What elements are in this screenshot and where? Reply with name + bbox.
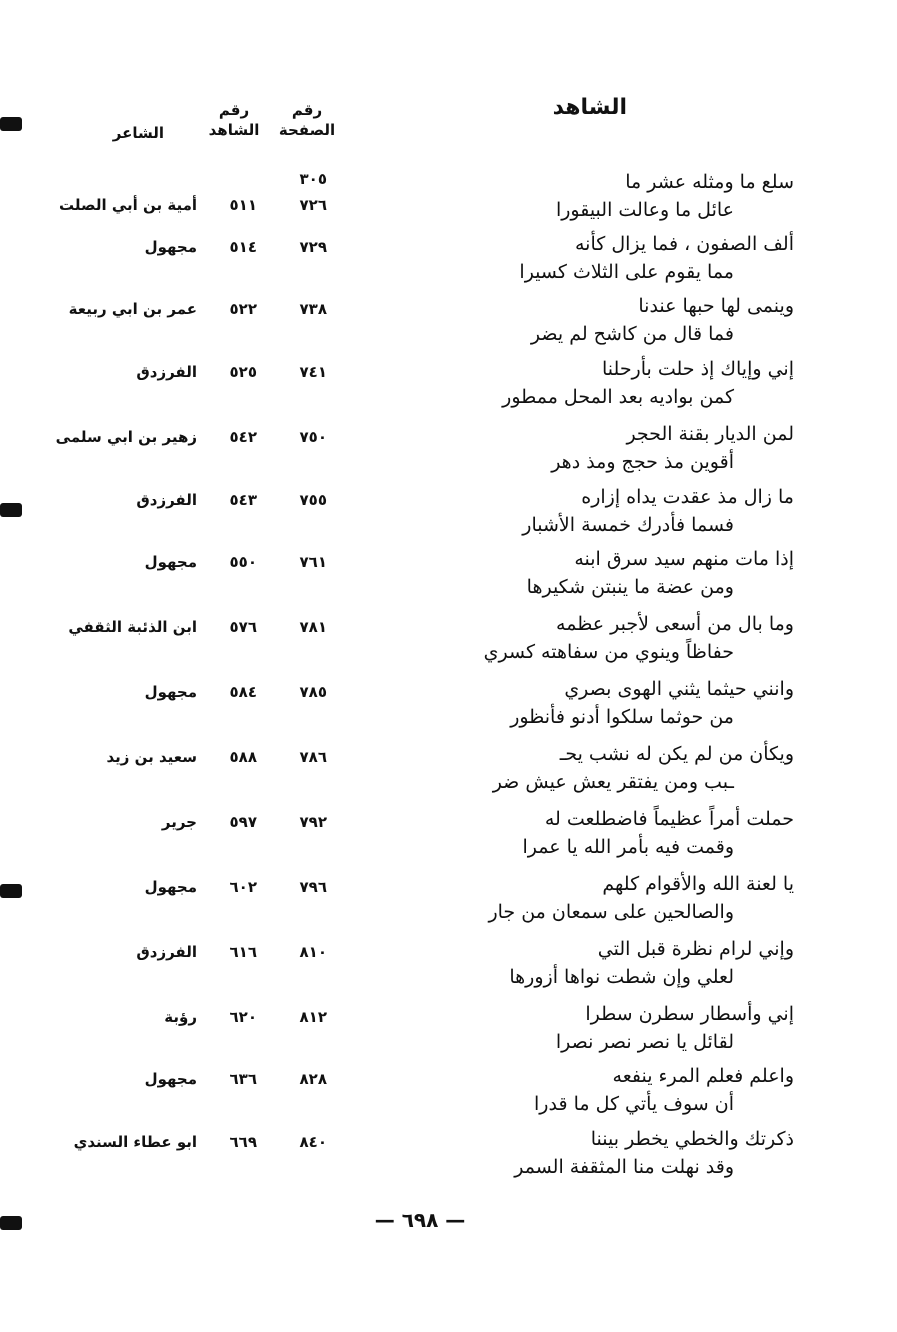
header-shahid-line2: الشاهد bbox=[208, 121, 260, 139]
page-ref: ٧٥٥ bbox=[299, 491, 327, 509]
page-ref: ٧٤١ bbox=[299, 363, 327, 381]
verse-line-2: فسما فأدرك خمسة الأشبار bbox=[522, 514, 734, 536]
verse-line-1: ألف الصفون ، فما يزال كأنه bbox=[574, 233, 794, 255]
verse-line-1: إني وإياك إذ حلت بأرحلنا bbox=[602, 358, 794, 380]
page-ref: ٨٢٨ bbox=[299, 1070, 327, 1088]
page-ref: ٧٦١ bbox=[299, 553, 327, 571]
shahid-number: ٥٢٥ bbox=[229, 363, 257, 381]
poet-name: مجهول bbox=[144, 1070, 197, 1088]
shahid-number: ٦٦٩ bbox=[229, 1133, 257, 1151]
verse bbox=[354, 1125, 794, 1181]
verse bbox=[354, 545, 794, 601]
page-ref: ٧٣٨ bbox=[299, 300, 327, 318]
verse-line-1: وينمى لها حبها عندنا bbox=[638, 295, 794, 317]
verse-line-1: حملت أمراً عظيماً فاضطلعت له bbox=[544, 808, 794, 830]
poet-name: الفرزدق bbox=[136, 363, 197, 381]
verse-line-2: فما قال من كاشح لم يضر bbox=[530, 323, 734, 345]
poet-name: مجهول bbox=[144, 553, 197, 571]
header-shahid-column bbox=[199, 100, 269, 140]
verse-line-1: يا لعنة الله والأقوام كلهم bbox=[602, 873, 794, 895]
shahid-number: ٥٥٠ bbox=[229, 553, 257, 571]
verse-line-1: سلع ما ومثله عشر ما bbox=[625, 171, 794, 193]
scan-margin-mark bbox=[0, 1216, 22, 1230]
verse-line-2: أقوين مذ حجج ومذ دهر bbox=[551, 451, 734, 473]
verse bbox=[354, 675, 794, 731]
shahid-number: ٥١١ bbox=[229, 196, 257, 214]
page-ref: ٧٨١ bbox=[299, 618, 327, 636]
verse-line-2: كمن بواديه بعد المحل ممطور bbox=[502, 386, 734, 408]
poet-name: مجهول bbox=[144, 878, 197, 896]
poet-name: رؤبة bbox=[164, 1008, 197, 1026]
header-poet-column: الشاعر bbox=[112, 124, 164, 142]
page-ref: ٧٨٥ bbox=[299, 683, 327, 701]
verse-line-1: واعلم فعلم المرء ينفعه bbox=[612, 1065, 794, 1087]
shahid-number: ٦٢٠ bbox=[229, 1008, 257, 1026]
poet-name: جرير bbox=[161, 813, 197, 831]
poet-name: أمية بن أبي الصلت bbox=[59, 196, 197, 214]
verse bbox=[354, 1062, 794, 1118]
header-shahid-line1: رقم bbox=[218, 101, 250, 119]
poet-name: الفرزدق bbox=[136, 491, 197, 509]
shahid-number: ٦١٦ bbox=[229, 943, 257, 961]
verse-line-1: ويكأن من لم يكن له نشب يحـ bbox=[559, 743, 794, 765]
poet-name: زهير بن ابي سلمى bbox=[55, 428, 197, 446]
verse bbox=[354, 483, 794, 539]
verse-line-1: ما زال مذ عقدت يداه إزاره bbox=[581, 486, 794, 508]
header-title: الشاهد bbox=[552, 95, 627, 120]
shahid-number: ٥٤٣ bbox=[229, 491, 257, 509]
verse-line-2: مما يقوم على الثلاث كسيرا bbox=[519, 261, 734, 283]
verse-line-1: لمن الديار بقنة الحجر bbox=[626, 423, 794, 445]
page-ref: ٧٩٦ bbox=[299, 878, 327, 896]
poet-name: ابن الذئبة الثقفي bbox=[68, 618, 197, 636]
poet-name: مجهول bbox=[144, 238, 197, 256]
verse-line-2: وقد نهلت منا المثقفة السمر bbox=[514, 1156, 734, 1178]
scan-margin-mark bbox=[0, 884, 22, 898]
verse bbox=[354, 168, 794, 224]
shahid-number: ٦٠٢ bbox=[229, 878, 257, 896]
scan-margin-mark bbox=[0, 117, 22, 131]
page-ref: ٧٩٢ bbox=[299, 813, 327, 831]
page-ref: ٨١٢ bbox=[299, 1008, 327, 1026]
verse bbox=[354, 740, 794, 796]
verse-line-1: ذكرتك والخطي يخطر بيننا bbox=[590, 1128, 794, 1150]
page-ref: ٧٨٦ bbox=[299, 748, 327, 766]
verse-line-2: لعلي وإن شطت نواها أزورها bbox=[509, 966, 734, 988]
verse bbox=[354, 935, 794, 991]
poet-name: مجهول bbox=[144, 683, 197, 701]
shahid-number: ٦٣٦ bbox=[229, 1070, 257, 1088]
verse bbox=[354, 1000, 794, 1056]
page-ref: ٧٢٦ bbox=[299, 196, 327, 214]
page-ref: ٧٥٠ bbox=[299, 428, 327, 446]
verse-line-2: لقائل يا نصر نصر نصرا bbox=[555, 1031, 734, 1053]
verse bbox=[354, 610, 794, 666]
shahid-number: ٥٤٢ bbox=[229, 428, 257, 446]
page-number: — ٦٩٨ — bbox=[374, 1208, 466, 1232]
shahid-number: ٥٢٢ bbox=[229, 300, 257, 318]
shahid-number: ٥٧٦ bbox=[229, 618, 257, 636]
page-ref: ٨٤٠ bbox=[299, 1133, 327, 1151]
orphan-page-number: ٣٠٥ bbox=[299, 170, 327, 188]
verse-line-2: من حوثما سلكوا أدنو فأنظور bbox=[510, 706, 734, 728]
verse bbox=[354, 230, 794, 286]
shahid-number: ٥٨٨ bbox=[229, 748, 257, 766]
shahid-number: ٥٩٧ bbox=[229, 813, 257, 831]
verse bbox=[354, 292, 794, 348]
verse-line-2: حفاظاً وينوي من سفاهته كسري bbox=[483, 641, 734, 663]
verse-line-1: وإني لرام نظرة قبل التي bbox=[597, 938, 794, 960]
verse-line-1: إني وأسطار سطرن سطرا bbox=[585, 1003, 794, 1025]
poet-name: ابو عطاء السندي bbox=[73, 1133, 197, 1151]
verse-line-2: ـبب ومن يفتقر يعش عيش ضر bbox=[492, 771, 734, 793]
verse-line-2: أن سوف يأتي كل ما قدرا bbox=[534, 1093, 734, 1115]
verse-line-2: عائل ما وعالت البيقورا bbox=[555, 199, 734, 221]
verse-line-1: وانني حيثما يثني الهوى بصري bbox=[564, 678, 794, 700]
poet-name: سعيد بن زيد bbox=[106, 748, 197, 766]
verse bbox=[354, 805, 794, 861]
header-page-line1: رقم bbox=[291, 101, 323, 119]
scan-margin-mark bbox=[0, 503, 22, 517]
verse-line-1: إذا مات منهم سيد سرق ابنه bbox=[574, 548, 794, 570]
verse bbox=[354, 870, 794, 926]
poet-name: عمر بن ابي ربيعة bbox=[68, 300, 197, 318]
verse-line-2: وقمت فيه بأمر الله يا عمرا bbox=[522, 836, 734, 858]
verse-line-1: وما بال من أسعى لأجبر عظمه bbox=[556, 613, 794, 635]
shahid-number: ٥١٤ bbox=[229, 238, 257, 256]
verse bbox=[354, 355, 794, 411]
page-ref: ٨١٠ bbox=[299, 943, 327, 961]
verse bbox=[354, 420, 794, 476]
page-ref: ٧٢٩ bbox=[299, 238, 327, 256]
poet-name: الفرزدق bbox=[136, 943, 197, 961]
verse-line-2: ومن عضة ما ينبتن شكيرها bbox=[526, 576, 734, 598]
shahid-number: ٥٨٤ bbox=[229, 683, 257, 701]
verse-line-2: والصالحين على سمعان من جار bbox=[488, 901, 734, 923]
header-page-column bbox=[272, 100, 342, 140]
header-page-line2: الصفحة bbox=[278, 121, 336, 139]
